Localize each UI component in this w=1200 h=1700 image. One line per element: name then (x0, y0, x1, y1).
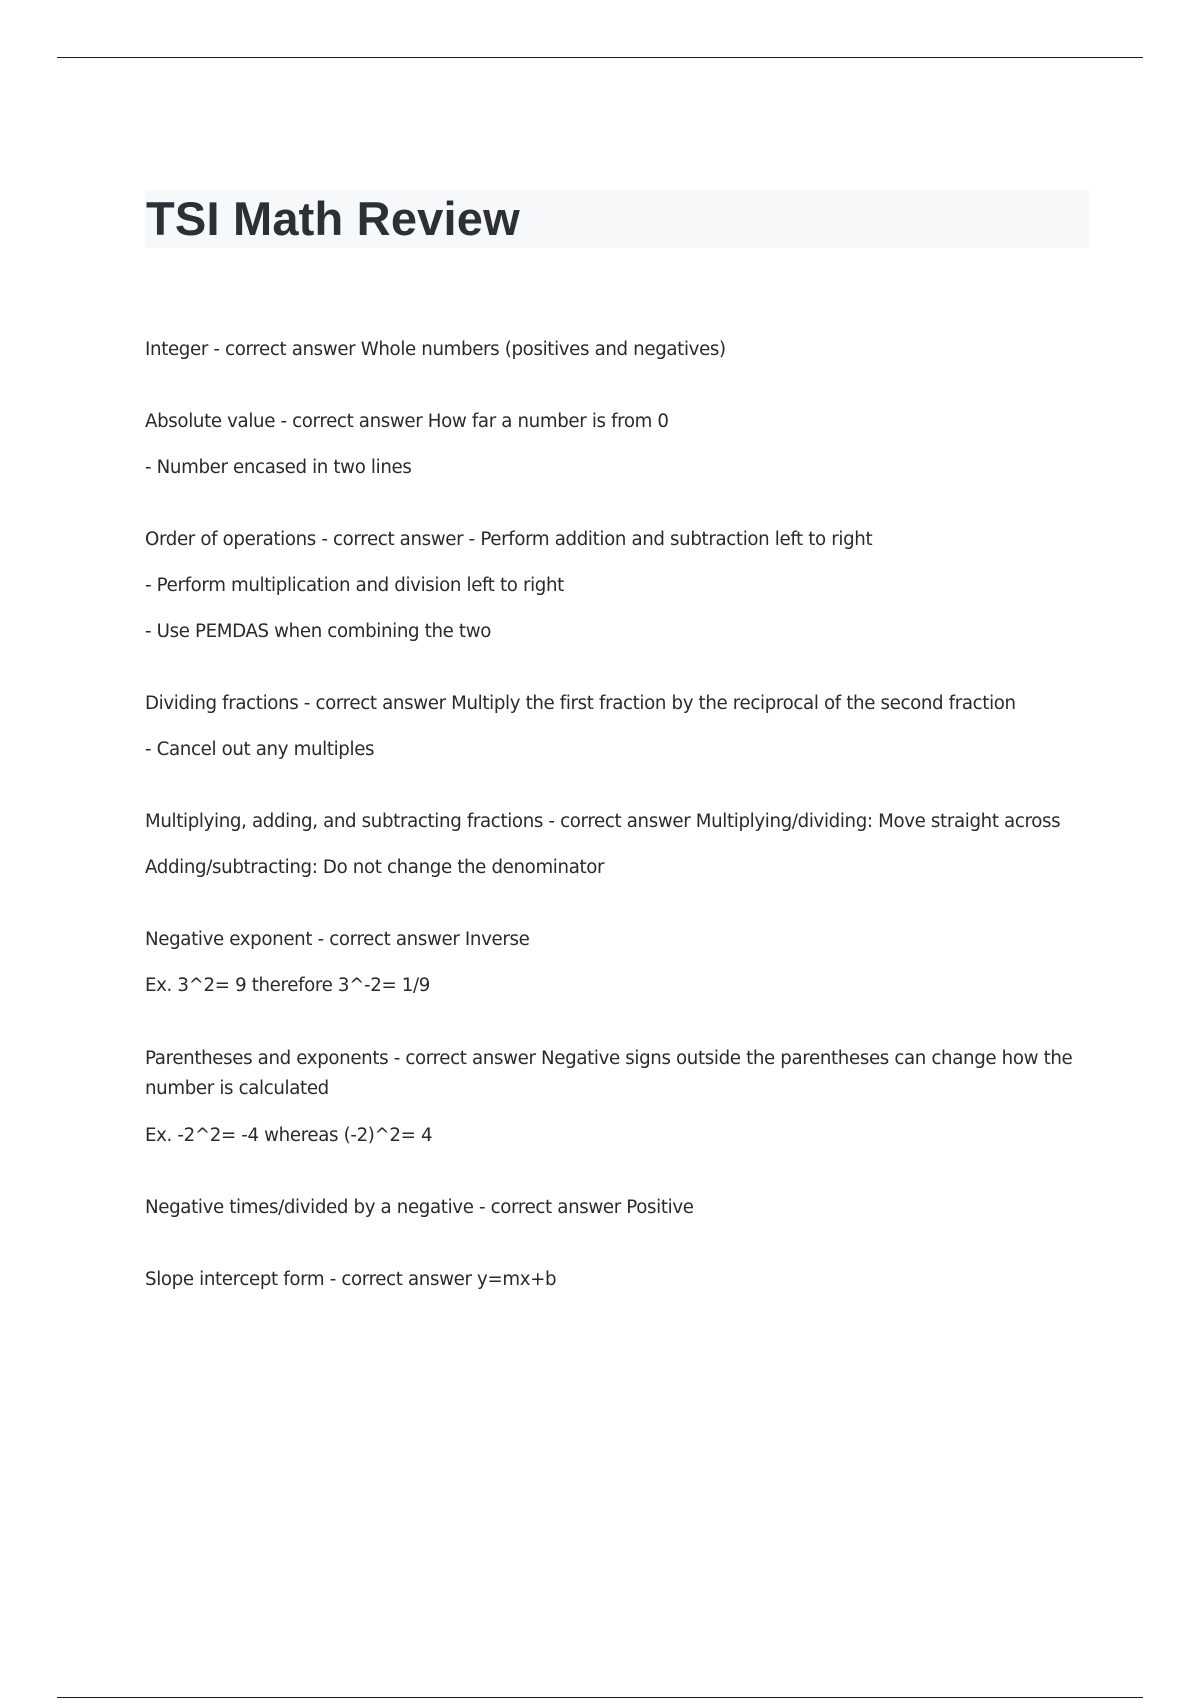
entry-line: Absolute value - correct answer How far a number is from 0 (145, 411, 669, 432)
entry-slope-intercept (145, 1266, 1090, 1294)
entry-multiplying-fractions (145, 808, 1090, 882)
entry-line: - Use PEMDAS when combining the two (145, 621, 491, 642)
entry-negative-times-negative (145, 1194, 1090, 1222)
entry-order-of-operations (145, 526, 1090, 646)
entry-line: Order of operations - correct answer - Perform addition and subtraction left to right (145, 529, 873, 550)
document-body (145, 336, 1090, 1338)
entry-dividing-fractions (145, 690, 1090, 764)
document-title: TSI Math Review (146, 192, 520, 245)
entry-line: - Number encased in two lines (145, 457, 412, 478)
entry-integer (145, 336, 1090, 364)
top-rule (57, 57, 1143, 58)
entry-line: Adding/subtracting: Do not change the denominator (145, 857, 605, 878)
entry-line: Negative times/divided by a negative - correct answer Positive (145, 1197, 694, 1218)
entry-line: Slope intercept form - correct answer y=mx+b (145, 1269, 557, 1290)
entry-line: Negative exponent - correct answer Inverse (145, 929, 530, 950)
entry-line: Ex. -2^2= -4 whereas (-2)^2= 4 (145, 1125, 433, 1146)
entry-line: - Cancel out any multiples (145, 739, 375, 760)
entry-line: Dividing fractions - correct answer Multiply the first fraction by the reciprocal of the second fraction (145, 693, 1016, 714)
entry-absolute-value (145, 408, 1090, 482)
bottom-rule (57, 1697, 1143, 1698)
entry-line: Ex. 3^2= 9 therefore 3^-2= 1/9 (145, 975, 431, 996)
entry-parentheses-exponents (145, 1044, 1090, 1150)
entry-negative-exponent (145, 926, 1090, 1000)
entry-line: Parentheses and exponents - correct answer Negative signs outside the parentheses can change how the number is calculated (145, 1048, 1073, 1099)
entry-line: - Perform multiplication and division left to right (145, 575, 564, 596)
entry-line: Multiplying, adding, and subtracting fractions - correct answer Multiplying/dividing: Move straight across (145, 811, 1061, 832)
entry-line: Integer - correct answer Whole numbers (positives and negatives) (145, 339, 726, 360)
